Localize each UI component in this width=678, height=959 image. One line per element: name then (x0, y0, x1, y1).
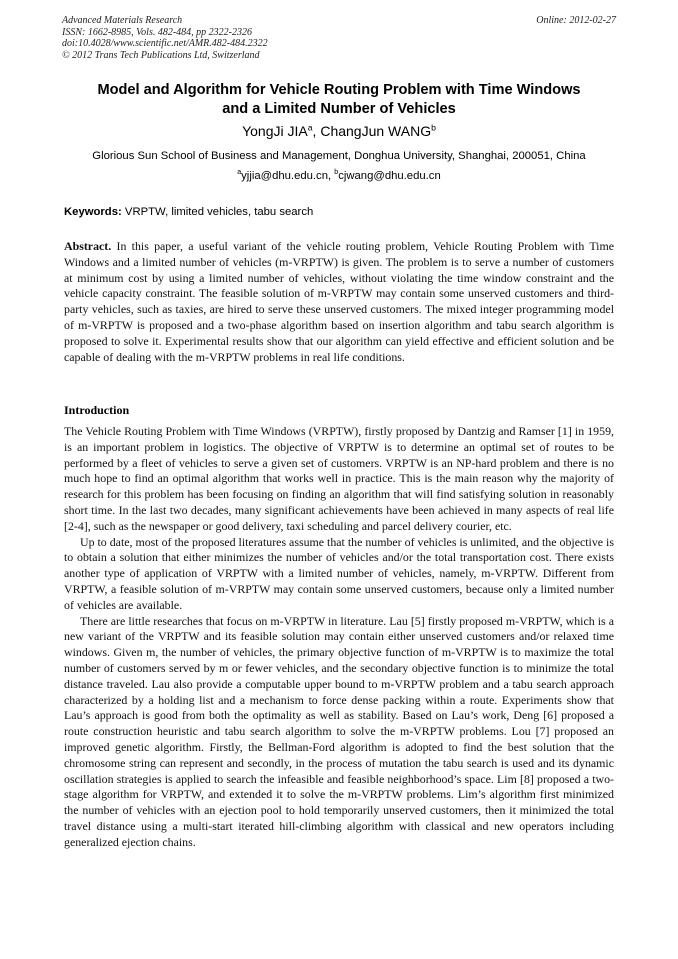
copyright-line: © 2012 Trans Tech Publications Ltd, Switzerland (62, 49, 260, 61)
email-1-mark: a (237, 169, 242, 177)
email-2[interactable]: cjwang@dhu.edu.cn (338, 170, 441, 182)
keywords (64, 206, 313, 218)
author-1: YongJi JIA (242, 123, 308, 139)
author-2: ChangJun WANG (320, 123, 432, 139)
abstract (64, 239, 614, 365)
email-2-mark: b (334, 169, 339, 177)
intro-paragraph-2: Up to date, most of the proposed literatures assume that the number of vehicles is unlimited, and the objective is to obtain a solution that either minimizes the number of vehicles and/or the total transportation cost. There exists another type of application of VRPTW with a limited number of vehicles, namely, m-VRPTW. Different from VRPTW, a feasible solution of m-VRPTW may contain some unserved customers, because only a limited number of vehicles are available. (64, 534, 614, 612)
journal-header (62, 15, 616, 61)
email-1[interactable]: yjjia@dhu.edu.cn (241, 170, 328, 182)
intro-paragraph-3: There are little researches that focus on m-VRPTW in literature. Lau [5] firstly proposed m-VRPTW, which is a new variant of the VRPTW and its feasible solution may contain either unserved customers and/or relaxed time windows. Given m, the number of vehicles, the primary objective function of m-VRPTW is to maximize the total number of customers served by m or fewer vehicles, and the secondary objective function is to minimize the total distance traveled. Lau also provide a computable upper bound to m-VRPTW problem and a tabu search approach characterized by a holding list and a mechanism to force dense packing within a route. Experiments show that Lau’s approach is good from both the optimality as well as stability. Based on Lau’s work, Deng [6] proposed a route construction heuristic and tabu search algorithm to solve the m-VRPTW problems. Lou [7] proposed an improved genetic algorithm. Firstly, the Bellman-Ford algorithm is adopted to find the best solution that the chromosome string can represent and secondly, in the process of mutation the tabu search is used and its dynamic oscillation strategies is applied to search the infeasible and feasible neighborhood’s space. Lim [8] proposed a two-stage algorithm for VRPTW, and extended it to solve the m-VRPTW problems. Lim’s algorithm first minimized the number of vehicles with an ejection pool to hold temporarily unserved customers, then it minimized the total travel distance using a multi-start iterated hill-climbing algorithm with classical and new operators including generalized ejection chains. (64, 613, 614, 849)
introduction-heading: Introduction (64, 403, 130, 417)
introduction-body (64, 424, 614, 851)
keywords-label: Keywords: (64, 206, 122, 218)
doi-line: doi:10.4028/www.scientific.net/AMR.482-484.2322 (62, 38, 268, 49)
author-2-affil-mark: b (431, 122, 436, 133)
author-separator: , (312, 123, 321, 139)
journal-name: Advanced Materials Research (62, 15, 183, 26)
title-line-1: Model and Algorithm for Vehicle Routing Problem with Time Windows (97, 82, 581, 98)
paper-title (56, 81, 622, 119)
abstract-text: In this paper, a useful variant of the vehicle routing problem, Vehicle Routing Problem with Time Windows and a limited number of vehicles (m-VRPTW) is given. The problem is to serve a number of customers at minimum cost by using a limited number of vehicles, without violating the time window constraint and the vehicle capacity constraint. The feasible solution of m-VRPTW may contain some unserved customers and third-party vehicles, such as taxies, are hired to serve these unserved customers. The mixed integer programming model of m-VRPTW is proposed and a two-phase algorithm based on insertion algorithm and tabu search algorithm is proposed to solve it. Experimental results show that our algorithm can yield effective and efficient solution and be capable of dealing with the m-VRPTW problems in real life conditions. (64, 239, 614, 364)
affiliation: Glorious Sun School of Business and Management, Donghua University, Shanghai, 200051, China (92, 150, 586, 162)
online-date: Online: 2012-02-27 (536, 15, 616, 26)
abstract-paragraph (64, 239, 614, 365)
abstract-label: Abstract. (64, 239, 112, 253)
author-list (0, 123, 678, 139)
issn-line: ISSN: 1662-8985, Vols. 482-484, pp 2322-2326 (62, 26, 252, 38)
header-row-top (62, 15, 616, 27)
keywords-text: VRPTW, limited vehicles, tabu search (121, 206, 314, 218)
email-separator: , (328, 170, 335, 182)
author-1-affil-mark: a (307, 122, 313, 133)
author-emails (0, 170, 678, 182)
intro-paragraph-1: The Vehicle Routing Problem with Time Windows (VRPTW), firstly proposed by Dantzig and Ramser [1] in 1959, is an important problem in logistics. The objective of VRPTW is to determine an optimal set of routes to be performed by a fleet of vehicles to serve a given set of customers. VRPTW is an NP-hard problem and there is no much hope to find an optimal algorithm that works well in practice. This is the main reason why the majority of research for this problem has been focusing on finding an algorithm that will find satisfying solution in reasonably short time. In the last two decades, many significant achievements have been achieved in many aspects of real life [2-4], such as the newspaper or good delivery, taxi scheduling and parcel delivery courier, etc. (64, 424, 614, 533)
title-line-2: and a Limited Number of Vehicles (222, 101, 456, 117)
